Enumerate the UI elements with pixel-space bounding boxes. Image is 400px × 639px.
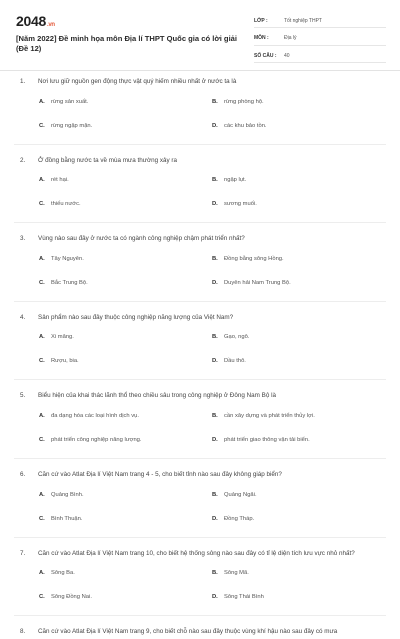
option-row — [39, 334, 400, 347]
option-text: các khu bảo tồn. — [224, 122, 267, 129]
question-text: Ở đồng bằng nước ta về mùa mưa thường xảy ra — [38, 156, 178, 164]
option-text: phát triển giao thông vận tải biển. — [224, 436, 310, 443]
question-divider — [14, 144, 386, 145]
meta-class — [254, 14, 386, 28]
header — [0, 0, 400, 71]
option-letter: A. — [39, 412, 45, 419]
question-divider — [14, 222, 386, 223]
answer-option-d[interactable] — [212, 594, 385, 600]
option-text: thiếu nước. — [51, 201, 81, 208]
question-text: Căn cứ vào Atlat Địa lí Việt Nam trang 4 - 5, cho biết tỉnh nào sau đây không giáp biển? — [38, 470, 282, 478]
question-stem — [0, 77, 400, 87]
question-number: 5. — [20, 392, 26, 400]
option-row — [39, 358, 400, 371]
option-letter: B. — [212, 255, 218, 262]
meta-label: MÔN : — [254, 35, 269, 41]
option-text: Gạo, ngô. — [224, 334, 250, 341]
option-letter: A. — [39, 255, 45, 262]
meta-subject — [254, 32, 386, 46]
option-letter: C. — [39, 515, 45, 522]
answer-option-d[interactable] — [212, 516, 385, 522]
option-text: Sông Thái Bình — [224, 594, 264, 601]
question-number: 3. — [20, 235, 26, 243]
option-row — [39, 123, 400, 136]
answer-option-a[interactable] — [39, 413, 212, 419]
answer-option-c[interactable] — [39, 437, 212, 443]
option-row — [39, 413, 400, 426]
option-letter: D. — [212, 122, 218, 129]
answer-option-d[interactable] — [212, 358, 385, 364]
option-letter: A. — [39, 570, 45, 577]
option-text: ngập lụt. — [224, 177, 247, 184]
option-letter: B. — [212, 177, 218, 184]
answer-option-c[interactable] — [39, 358, 212, 364]
option-text: Duyên hải Nam Trung Bộ. — [224, 279, 291, 286]
option-text: Rượu, bia. — [51, 358, 79, 365]
answer-option-c[interactable] — [39, 123, 212, 129]
answer-option-b[interactable] — [212, 177, 385, 183]
question-4 — [0, 313, 400, 381]
meta-question-count — [254, 49, 386, 63]
option-letter: C. — [39, 279, 45, 286]
option-text: Dầu thô. — [224, 358, 246, 365]
question-8 — [0, 627, 400, 637]
question-3 — [0, 234, 400, 302]
option-text: cần xây dựng và phát triển thủy lợi. — [224, 412, 315, 419]
option-letter: D. — [212, 436, 218, 443]
option-row — [39, 177, 400, 190]
answer-option-d[interactable] — [212, 437, 385, 443]
question-divider — [14, 537, 386, 538]
question-text: Vùng nào sau đây ở nước ta có ngành công nghiệp chậm phát triển nhất? — [38, 235, 245, 243]
answer-option-c[interactable] — [39, 201, 212, 207]
site-logo[interactable]: 2048.vn — [16, 13, 55, 29]
question-stem — [0, 156, 400, 166]
document-meta — [254, 14, 386, 67]
meta-label: SỐ CÂU : — [254, 52, 277, 59]
option-text: rừng phòng hộ. — [224, 98, 264, 105]
meta-value: 40 — [284, 52, 290, 59]
option-row — [39, 570, 400, 583]
answer-option-c[interactable] — [39, 594, 212, 600]
option-letter: B. — [212, 98, 218, 105]
option-letter: B. — [212, 491, 218, 498]
answer-options — [0, 177, 400, 214]
option-letter: A. — [39, 334, 45, 341]
answer-option-d[interactable] — [212, 123, 385, 129]
answer-option-a[interactable] — [39, 256, 212, 262]
meta-label: LỚP : — [254, 17, 268, 24]
question-7 — [0, 549, 400, 617]
option-row — [39, 594, 400, 607]
option-letter: C. — [39, 436, 45, 443]
answer-option-a[interactable] — [39, 334, 212, 340]
question-divider — [14, 458, 386, 459]
option-letter: D. — [212, 201, 218, 208]
document-title: [Năm 2022] Đề minh họa môn Địa lí THPT Quốc gia có lời giải (Đề 12) — [16, 34, 238, 53]
question-2 — [0, 156, 400, 224]
question-stem — [0, 470, 400, 480]
answer-option-b[interactable] — [212, 99, 385, 105]
option-row — [39, 280, 400, 293]
question-5 — [0, 391, 400, 459]
answer-options — [0, 492, 400, 529]
answer-option-d[interactable] — [212, 280, 385, 286]
question-stem — [0, 391, 400, 401]
option-letter: D. — [212, 279, 218, 286]
question-1 — [0, 77, 400, 145]
answer-option-b[interactable] — [212, 334, 385, 340]
option-letter: B. — [212, 412, 218, 419]
question-list — [0, 77, 400, 639]
option-text: Đồng Tháp. — [224, 515, 255, 522]
option-text: Xi măng. — [51, 334, 74, 341]
question-stem — [0, 313, 400, 323]
option-text: Tây Nguyên. — [51, 255, 84, 262]
meta-value: Tốt nghiệp THPT — [284, 17, 322, 24]
option-letter: C. — [39, 358, 45, 365]
question-number: 6. — [20, 470, 26, 478]
option-text: Sông Ba. — [51, 570, 75, 577]
answer-option-b[interactable] — [212, 570, 385, 576]
answer-option-d[interactable] — [212, 201, 385, 207]
question-divider — [14, 379, 386, 380]
answer-option-b[interactable] — [212, 256, 385, 262]
option-text: rừng ngập mặn. — [51, 122, 93, 129]
option-letter: A. — [39, 177, 45, 184]
question-text: Sản phẩm nào sau đây thuộc công nghiệp năng lượng của Việt Nam? — [38, 313, 234, 321]
option-text: Bắc Trung Bộ. — [51, 279, 88, 286]
option-text: Bình Thuận. — [51, 515, 83, 522]
option-letter: A. — [39, 98, 45, 105]
question-number: 4. — [20, 313, 26, 321]
answer-option-a[interactable] — [39, 492, 212, 498]
answer-option-a[interactable] — [39, 177, 212, 183]
question-number: 2. — [20, 156, 26, 164]
question-text: Biểu hiện của khai thác lãnh thổ theo chiều sâu trong công nghiệp ở Đông Nam Bộ là — [38, 392, 276, 400]
option-text: rừng sản xuất. — [51, 98, 89, 105]
option-text: rét hại. — [51, 177, 69, 184]
option-letter: B. — [212, 334, 218, 341]
answer-option-c[interactable] — [39, 280, 212, 286]
option-letter: C. — [39, 594, 45, 601]
question-stem — [0, 234, 400, 244]
option-text: sương muối. — [224, 201, 257, 208]
option-letter: B. — [212, 570, 218, 577]
option-letter: D. — [212, 594, 218, 601]
question-number: 7. — [20, 549, 26, 557]
question-stem — [0, 627, 400, 637]
question-stem — [0, 549, 400, 559]
answer-options — [0, 570, 400, 607]
meta-value: Địa lý — [284, 35, 297, 41]
answer-option-b[interactable] — [212, 413, 385, 419]
answer-option-a[interactable] — [39, 99, 212, 105]
answer-option-b[interactable] — [212, 492, 385, 498]
answer-options — [0, 334, 400, 371]
question-6 — [0, 470, 400, 538]
option-row — [39, 437, 400, 450]
question-text: Căn cứ vào Atlat Địa lí Việt Nam trang 10, cho biết hệ thống sông nào sau đây có tỉ lệ diện tích lưu vực nhỏ nhất? — [38, 549, 355, 557]
option-letter: D. — [212, 358, 218, 365]
option-row — [39, 516, 400, 529]
option-text: đa dạng hóa các loại hình dịch vụ. — [51, 412, 139, 419]
answer-options — [0, 99, 400, 136]
option-letter: D. — [212, 515, 218, 522]
answer-options — [0, 256, 400, 293]
question-divider — [14, 615, 386, 616]
option-letter: C. — [39, 122, 45, 129]
option-text: Sông Đồng Nai. — [51, 594, 92, 601]
answer-options — [0, 413, 400, 450]
option-text: Đồng bằng sông Hồng. — [224, 255, 284, 262]
option-text: Sông Mã. — [224, 570, 249, 577]
answer-option-a[interactable] — [39, 570, 212, 576]
option-text: Quảng Ngãi. — [224, 491, 257, 498]
option-letter: C. — [39, 201, 45, 208]
option-row — [39, 492, 400, 505]
option-row — [39, 256, 400, 269]
option-text: Quảng Bình. — [51, 491, 84, 498]
question-number: 8. — [20, 628, 26, 636]
option-row — [39, 99, 400, 112]
question-number: 1. — [20, 78, 26, 85]
question-text: Nơi lưu giữ nguồn gen động thực vật quý hiếm nhiều nhất ở nước ta là — [38, 78, 237, 85]
option-row — [39, 201, 400, 214]
option-text: phát triển công nghiệp năng lượng. — [51, 436, 142, 443]
option-letter: A. — [39, 491, 45, 498]
question-text: Căn cứ vào Atlat Địa lí Việt Nam trang 9, cho biết chỗ nào sau đây thuộc vùng khí hậu nào sau đây có mưa — [38, 628, 338, 636]
answer-option-c[interactable] — [39, 516, 212, 522]
question-divider — [14, 301, 386, 302]
